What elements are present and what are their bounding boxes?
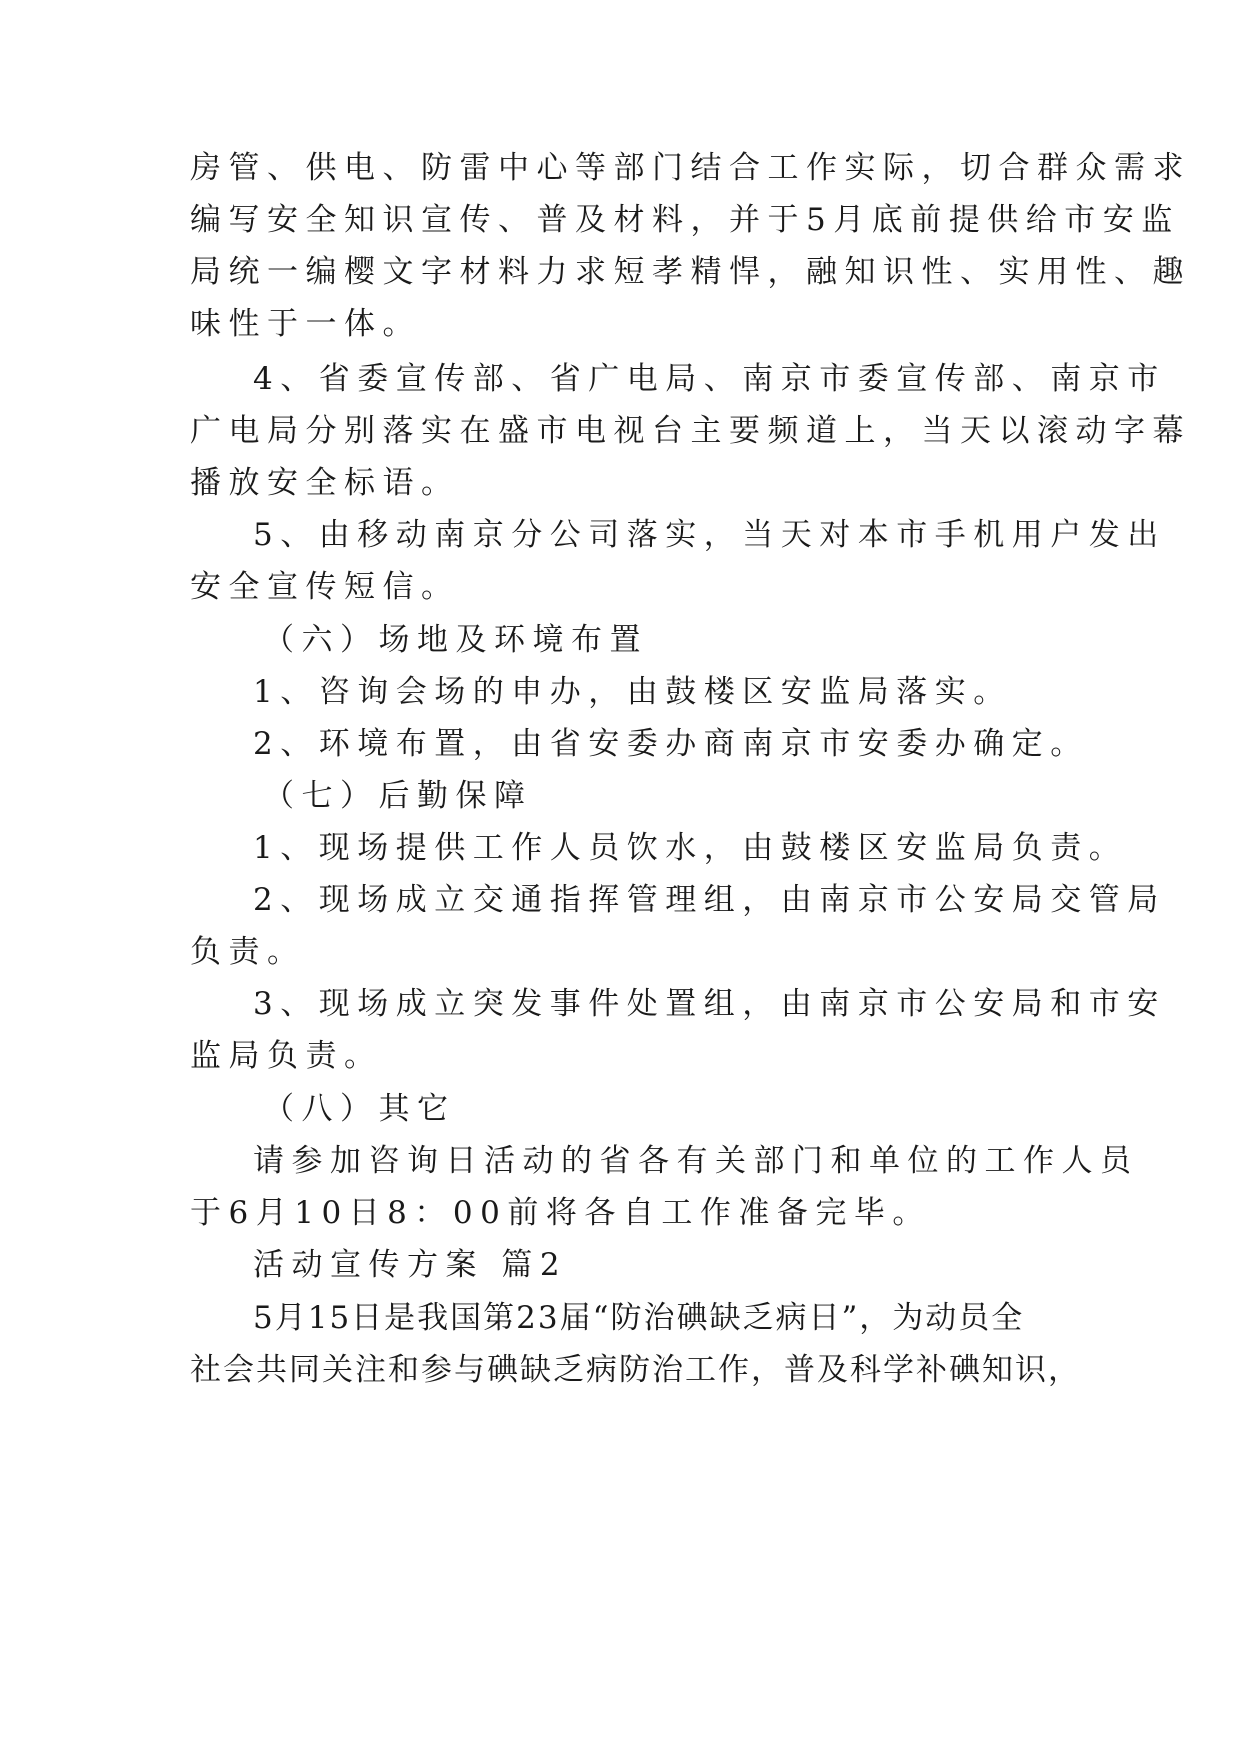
paragraph-line: 味性于一体。 [190, 306, 421, 342]
paragraph-line: 1、现场提供工作人员饮水，由鼓楼区安监局负责。 [253, 830, 1128, 866]
paragraph-line: 广电局分别落实在盛市电视台主要频道上，当天以滚动字幕 [190, 413, 1191, 449]
paragraph-line: 3、现场成立突发事件处置组，由南京市公安局和市安 [253, 986, 1166, 1022]
paragraph-line: 负责。 [190, 934, 306, 970]
paragraph-line: 2、环境布置，由省安委办商南京市安委办确定。 [253, 726, 1089, 762]
paragraph-line: 安全宣传短信。 [190, 569, 460, 605]
paragraph-line: 播放安全标语。 [190, 465, 460, 501]
paragraph-line: 编写安全知识宣传、普及材料，并于5月底前提供给市安监 [190, 202, 1180, 238]
paragraph-line: 5月15日是我国第23届“防治碘缺乏病日”，为动员全 [253, 1300, 1025, 1336]
paragraph-line: 2、现场成立交通指挥管理组，由南京市公安局交管局 [253, 882, 1166, 918]
section-title: 活动宣传方案 篇2 [253, 1247, 568, 1283]
paragraph-line: 4、省委宣传部、省广电局、南京市委宣传部、南京市 [253, 361, 1166, 397]
paragraph-line: 5、由移动南京分公司落实，当天对本市手机用户发出 [253, 517, 1166, 553]
paragraph-line: 局统一编樱文字材料力求短孝精悍，融知识性、实用性、趣 [190, 254, 1191, 290]
section-heading: （六）场地及环境布置 [263, 622, 648, 658]
paragraph-line: 请参加咨询日活动的省各有关部门和单位的工作人员 [253, 1143, 1139, 1179]
section-heading: （八）其它 [263, 1091, 456, 1127]
paragraph-line: 社会共同关注和参与碘缺乏病防治工作，普及科学补碘知识， [190, 1352, 1081, 1388]
paragraph-line: 于6月10日8：00前将各自工作准备完毕。 [190, 1195, 931, 1231]
paragraph-line: 监局负责。 [190, 1038, 383, 1074]
section-heading: （七）后勤保障 [263, 778, 533, 814]
paragraph-line: 房管、供电、防雷中心等部门结合工作实际，切合群众需求 [190, 150, 1191, 186]
paragraph-line: 1、咨询会场的申办，由鼓楼区安监局落实。 [253, 674, 1012, 710]
